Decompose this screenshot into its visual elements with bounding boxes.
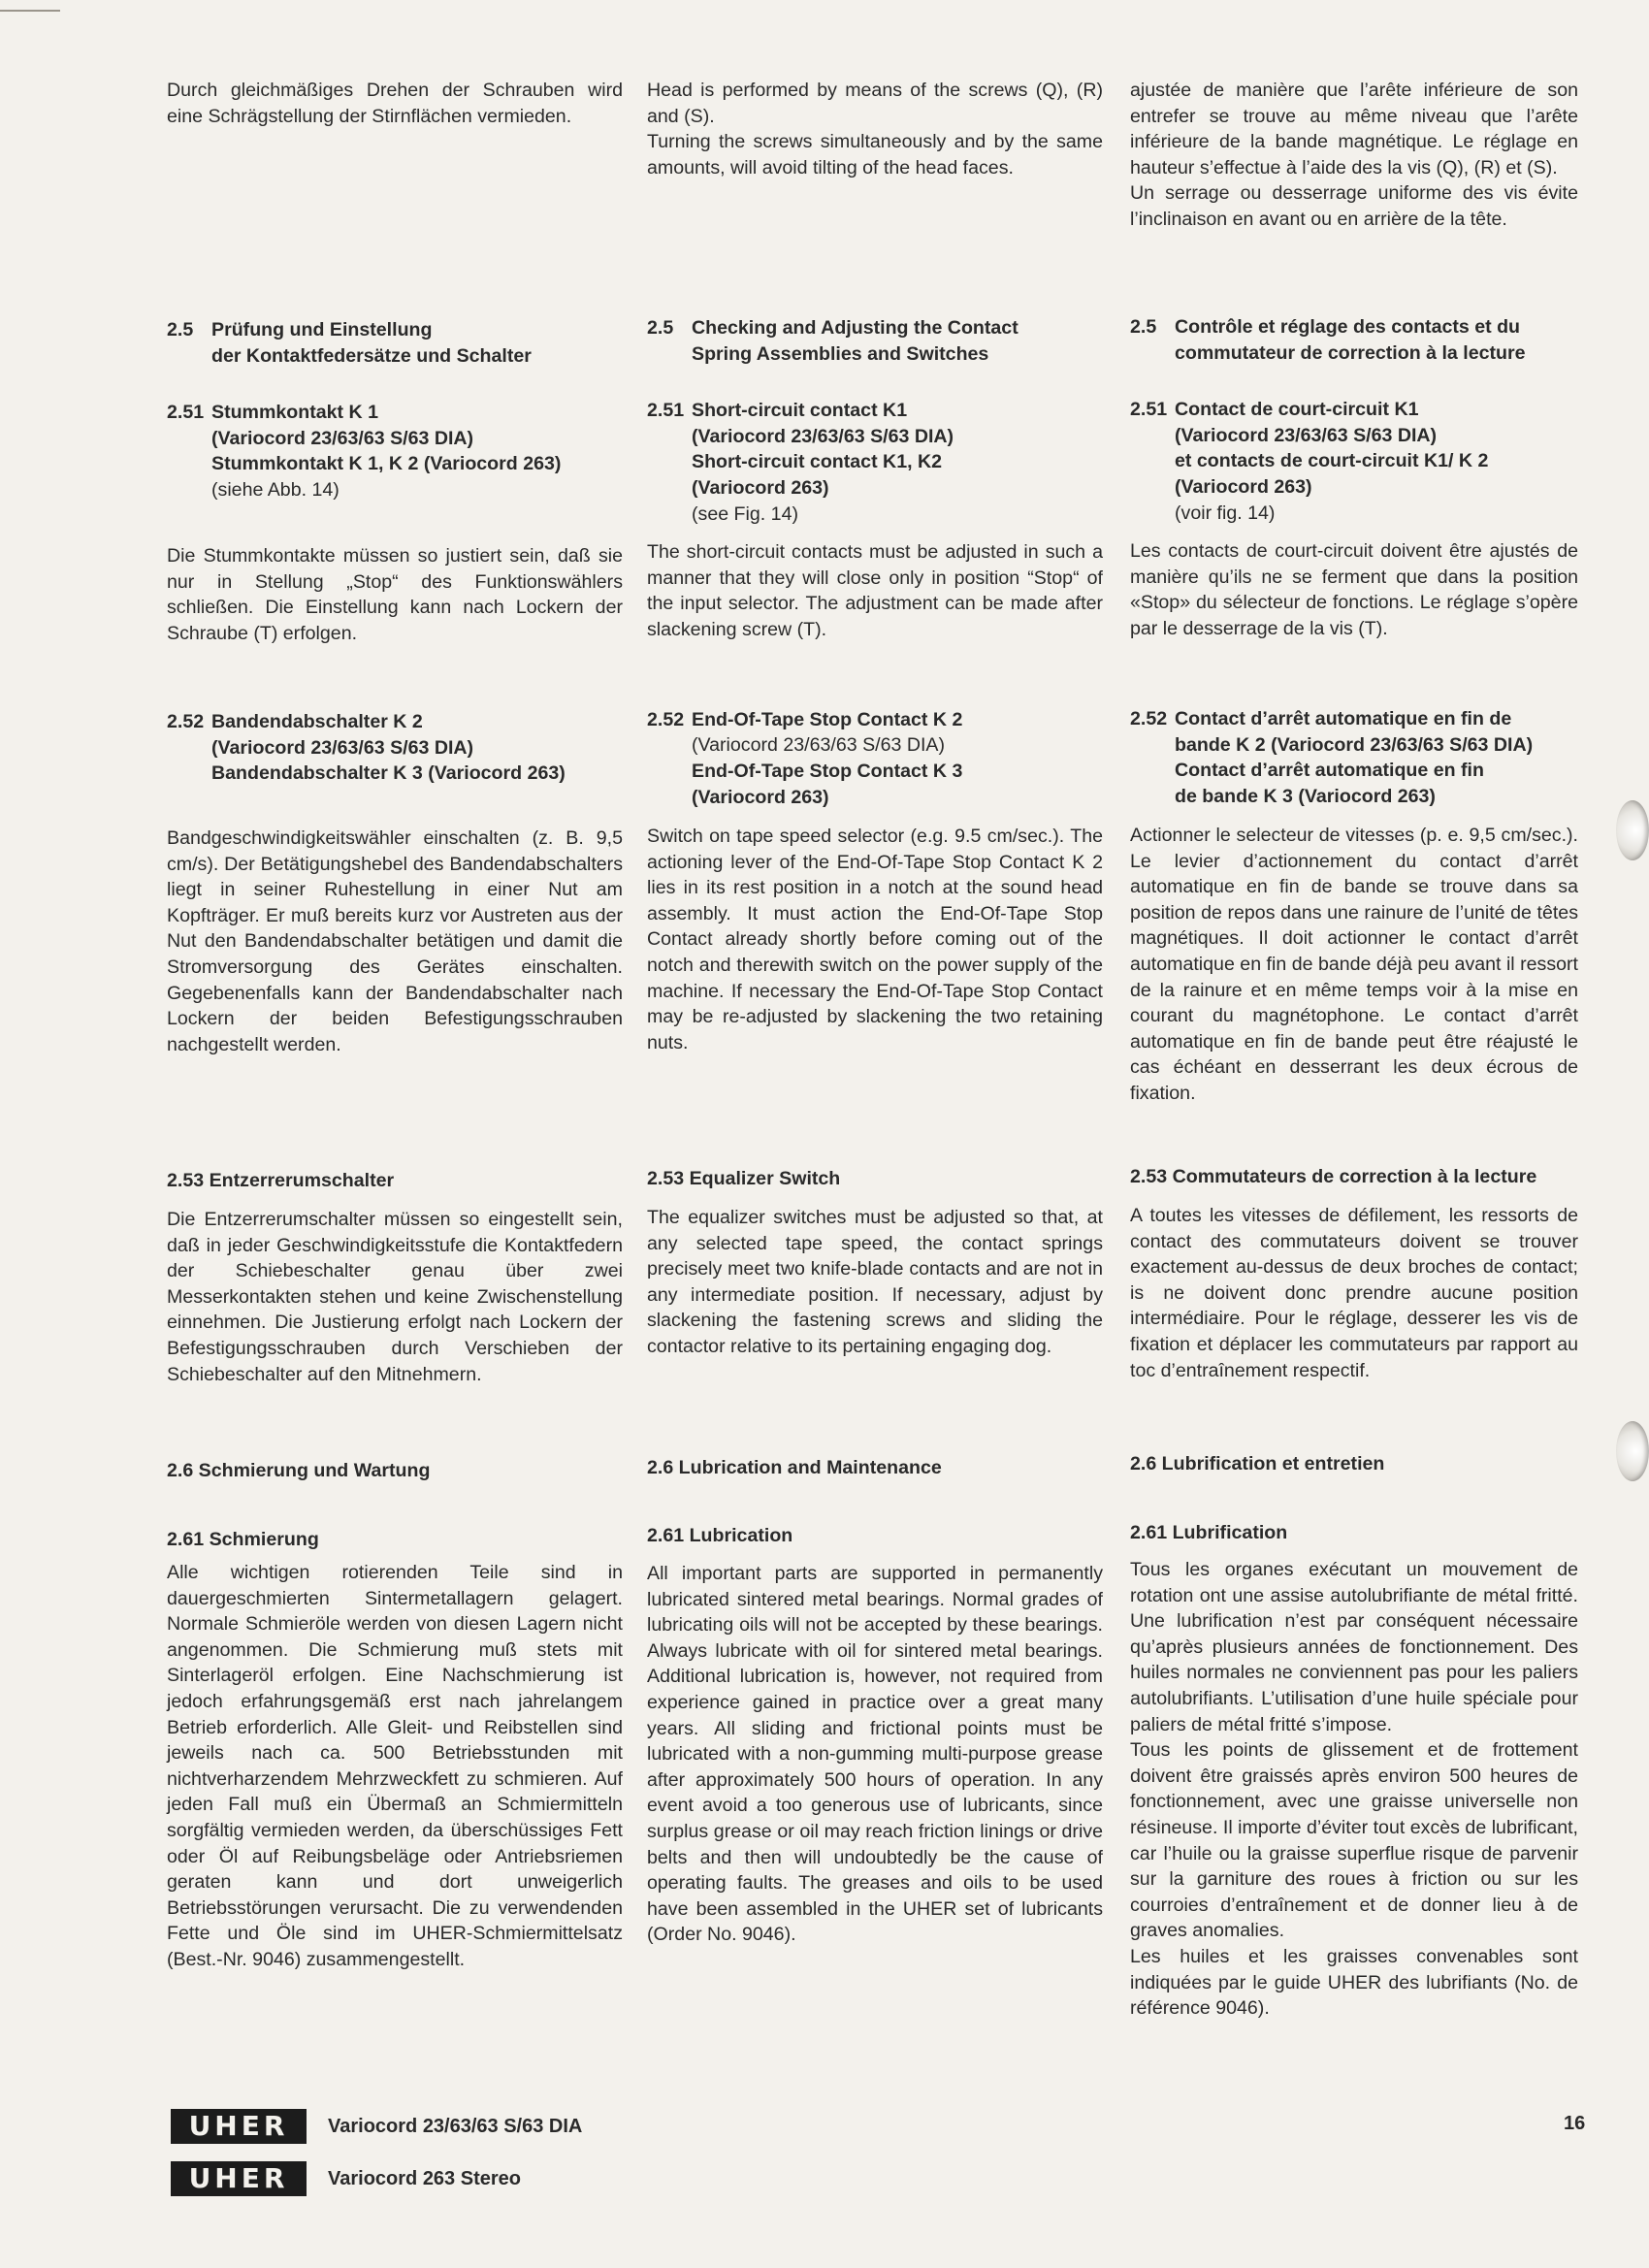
de-section-2-5-heading: 2.5 Prüfung und Einstellung der Kontaktfedersätze und Schalter (167, 319, 532, 367)
de-section-2-6-heading: 2.6 Schmierung und Wartung (167, 1460, 431, 1481)
en-section-2-53-body: The equalizer switches must be adjusted so that, at any selected tape speed, the contact springs precisely meet two knife-blade contacts and are not in any intermediate position. If necessary, adjust by slackening the fastening screws and sliding the contactor relative to its pertaining engaging dog. (647, 1207, 1103, 1357)
en-section-2-51-ref: (see Fig. 14) (692, 503, 798, 525)
en-section-2-52-body: Switch on tape speed selector (e.g. 9.5 cm/sec.). The actioning lever of the End-Of-Tape Stop Contact K 2 lies in its rest position in a notch at the sound head assembly. It must action the End-Of-Tape Stop Contact already shortly before coming out of the notch and therewith switch on the power supply of the machine. If necessary the End-Of-Tape Stop Contact may be re-adjusted by slackening the two retaining nuts. (647, 826, 1103, 1053)
de-section-2-53-body: Die Entzerrerumschalter müssen so eingestellt sein, daß in jeder Geschwindigkeitsstufe die Kontaktfedern der Schiebeschalter genau über zwei Messerkontakten stehen und keine Zwischenstellung einnehmen. Die Justierung erfolgt nach Lockern der Befestigungsschrauben durch Verschieben der Schiebeschalter auf den Mitnehmern. (167, 1209, 623, 1385)
de-section-2-52-body: Bandgeschwindigkeitswähler einschalten (z. B. 9,5 cm/s). Der Betätigungshebel des Bandendabschalters liegt in seiner Ruhestellung in einer Nut am Kopfträger. Er muß bereits kurz vor Austreten aus der Nut den Bandendabschalter betätigen und damit die Stromversorgung des Gerätes einschalten. Gegebenenfalls kann der Bandendabschalter nach Lockern der beiden Befestigungsschrauben nachgestellt werden. (167, 827, 623, 1055)
de-section-2-53-heading: 2.53 Entzerrerumschalter (167, 1170, 395, 1191)
footer-model-line-1: Variocord 23/63/63 S/63 DIA (328, 2116, 583, 2137)
en-section-2-5-heading: 2.5 Checking and Adjusting the Contact Spring Assemblies and Switches (647, 317, 1018, 365)
fr-section-2-53-heading: 2.53 Commutateurs de correction à la lecture (1130, 1166, 1537, 1187)
de-section-2-51-body: Die Stummkontakte müssen so justiert sein, daß sie nur in Stellung „Stop“ des Funktionswählers schließen. Die Einstellung kann nach Lockern der Schraube (T) erfolgen. (167, 545, 623, 644)
en-section-2-51-heading: 2.51 Short-circuit contact K1 (Variocord 23/63/63 S/63 DIA) Short-circuit contact K1, K2 (Variocord 263) (647, 400, 954, 499)
en-section-2-51-body: The short-circuit contacts must be adjusted in such a manner that they will close only in position “Stop“ of the input selector. The adjustment can be made after slackening screw (T). (647, 541, 1103, 640)
fr-section-2-6-heading: 2.6 Lubrification et entretien (1130, 1453, 1385, 1474)
de-section-2-52-heading: 2.52 Bandendabschalter K 2 (Variocord 23/63/63 S/63 DIA) Bandendabschalter K 3 (Variocord 263) (167, 711, 566, 785)
en-section-2-53-heading: 2.53 Equalizer Switch (647, 1168, 841, 1189)
en-section-2-61-body: All important parts are supported in permanently lubricated sintered metal bearings. Normal grades of lubricating oils will not be accepted by these bearings. Always lubricate with oil for sintered metal bearings. Additional lubrication is, however, not required from experience gained in practice over a great many years. All sliding and frictional points must be lubricated with a non-gumming multi-purpose grease after approximately 500 hours of operation. In any event avoid a too generous use of lubricants, since surplus grease or oil may reach friction linings or drive belts and then will undoubtedly be the cause of operating faults. The greases and oils to be used have been assembled in the UHER set of lubricants (Order No. 9046). (647, 1563, 1103, 1946)
fr-section-2-61-body: Tous les organes exécutant un mouvement de rotation ont une assise autolubrifiante de métal fritté. Une lubrification n’est par conséquent nécessaire qu’après plusieurs années de fonctionnement. Des huiles normales ne conviennent pas pour les paliers autolubrifiants. L’utilisation d’une huile spéciale pour paliers de métal fritté s’impose. Tous les points de glissement et de frottement doivent être graissés après environ 500 heures de fonctionnement, avec une graisse universelle non résineuse. Il importe d’éviter tout excès de lubrificant, car l’huile ou la graisse superflue risque de parvenir sur la garniture des roues à friction ou sur les courroies d’entraînement et de donner lieu à de graves anomalies. Les huiles et les graisses convenables sont indiquées par le guide UHER des lubrifiants (No. de référence 9046). (1130, 1559, 1578, 2020)
de-section-2-61-body: Alle wichtigen rotierenden Teile sind in dauergeschmierten Sintermetallagern gelagert. Normale Schmieröle werden von diesen Lagern nicht angenommen. Die Schmierung muß stets mit Sinterlageröl erfolgen. Eine Nachschmierung ist jedoch erfahrungsgemäß erst nach jahrelangem Betrieb erforderlich. Alle Gleit- und Reibstellen sind jeweils nach ca. 500 Betriebsstunden mit nichtverharzendem Mehrzweckfett zu schmieren. Auf jeden Fall muß ein Übermaß an Schmiermitteln sorgfältig vermieden werden, da überschüssiges Fett oder Öl auf Reibungsbeläge oder Antriebsriemen geraten kann und dort unweigerlich Betriebsstörungen verursacht. Die zu verwendenden Fette und Öle sind im UHER-Schmiermittelsatz (Best.-Nr. 9046) zusammengestellt. (167, 1562, 623, 1970)
de-section-2-51-heading: 2.51 Stummkontakt K 1 (Variocord 23/63/63 S/63 DIA) Stummkontakt K 1, K 2 (Variocord 263) (167, 402, 562, 475)
en-section-2-52-sub: (Variocord 23/63/63 S/63 DIA) (692, 734, 946, 756)
en-section-2-52-heading-b: End-Of-Tape Stop Contact K 3 (Variocord 263) (692, 761, 963, 808)
footer-model-line-2: Variocord 263 Stereo (328, 2168, 521, 2189)
binder-hole-lower (1616, 1421, 1649, 1481)
fr-section-2-52-heading: 2.52 Contact d’arrêt automatique en fin de bande K 2 (Variocord 23/63/63 S/63 DIA) Contact d’arrêt automatique en fin de bande K 3 (Variocord 263) (1130, 708, 1534, 807)
fr-section-2-5-heading: 2.5 Contrôle et réglage des contacts et du commutateur de correction à la lecture (1130, 316, 1526, 364)
fr-section-2-51-ref: (voir fig. 14) (1175, 502, 1276, 524)
uher-logo: UHER (171, 2109, 307, 2144)
en-section-2-52-heading: 2.52 End-Of-Tape Stop Contact K 2 (647, 709, 963, 730)
en-section-2-61-heading: 2.61 Lubrication (647, 1525, 793, 1546)
de-section-2-51-ref: (siehe Abb. 14) (211, 479, 340, 501)
uher-logo-second: UHER (171, 2161, 307, 2196)
fr-section-2-52-body: Actionner le selecteur de vitesses (p. e. 9,5 cm/sec.). Le levier d’actionnement du contact d’arrêt automatique en fin de bande se trouve dans sa position de repos dans une rainure de l’unité de têtes magnétiques. Il doit actionner le contact d’arrêt automatique en fin de bande déjà peu avant il ressort de la rainure et en même temps voir à la mise en courant du magnétophone. Le contact d’arrêt automatique en fin de bande peut être réajusté le cas échéant en desserrant les deux écrous de fixation. (1130, 825, 1578, 1104)
de-section-2-61-heading: 2.61 Schmierung (167, 1529, 319, 1550)
en-section-2-6-heading: 2.6 Lubrication and Maintenance (647, 1457, 942, 1478)
fr-section-2-51-body: Les contacts de court-circuit doivent être ajustés de manière qu’ils ne se ferment que dans la position «Stop» du sélecteur de fonctions. Le réglage s’opère par le desserrage de la vis (T). (1130, 540, 1578, 639)
fr-section-2-61-heading: 2.61 Lubrification (1130, 1522, 1288, 1543)
fr-section-2-53-body: A toutes les vitesses de défilement, les ressorts de contact des commutateurs doivent se trouver exactement au-dessus de deux broches de contact; is ne doivent donc prendre aucune position intermédiaire. Pour le réglage, desserer les vis de fixation et déplacer les commutateurs par rapport au toc d’entraînement respectif. (1130, 1205, 1578, 1381)
binder-hole-upper (1616, 800, 1649, 860)
page-number: 16 (1564, 2113, 1586, 2134)
fr-section-2-51-heading: 2.51 Contact de court-circuit K1 (Variocord 23/63/63 S/63 DIA) et contacts de court-circuit K1/ K 2 (Variocord 263) (1130, 399, 1489, 498)
en-intro: Head is performed by means of the screws (Q), (R) and (S). Turning the screws simultaneously and by the same amounts, will avoid tilting of the head faces. (647, 80, 1103, 178)
de-intro: Durch gleichmäßiges Drehen der Schrauben wird eine Schrägstellung der Stirnflächen vermieden. (167, 80, 623, 127)
fr-intro: ajustée de manière que l’arête inférieure de son entrefer se trouve au même niveau que l’arête inférieure de la bande magnétique. Le réglage en hauteur s’effectue à l’aide des la vis (Q), (R) et (S). Un serrage ou desserrage uniforme des vis évite l’inclinaison en avant ou en arrière de la tête. (1130, 80, 1578, 230)
corner-mark (0, 10, 60, 12)
